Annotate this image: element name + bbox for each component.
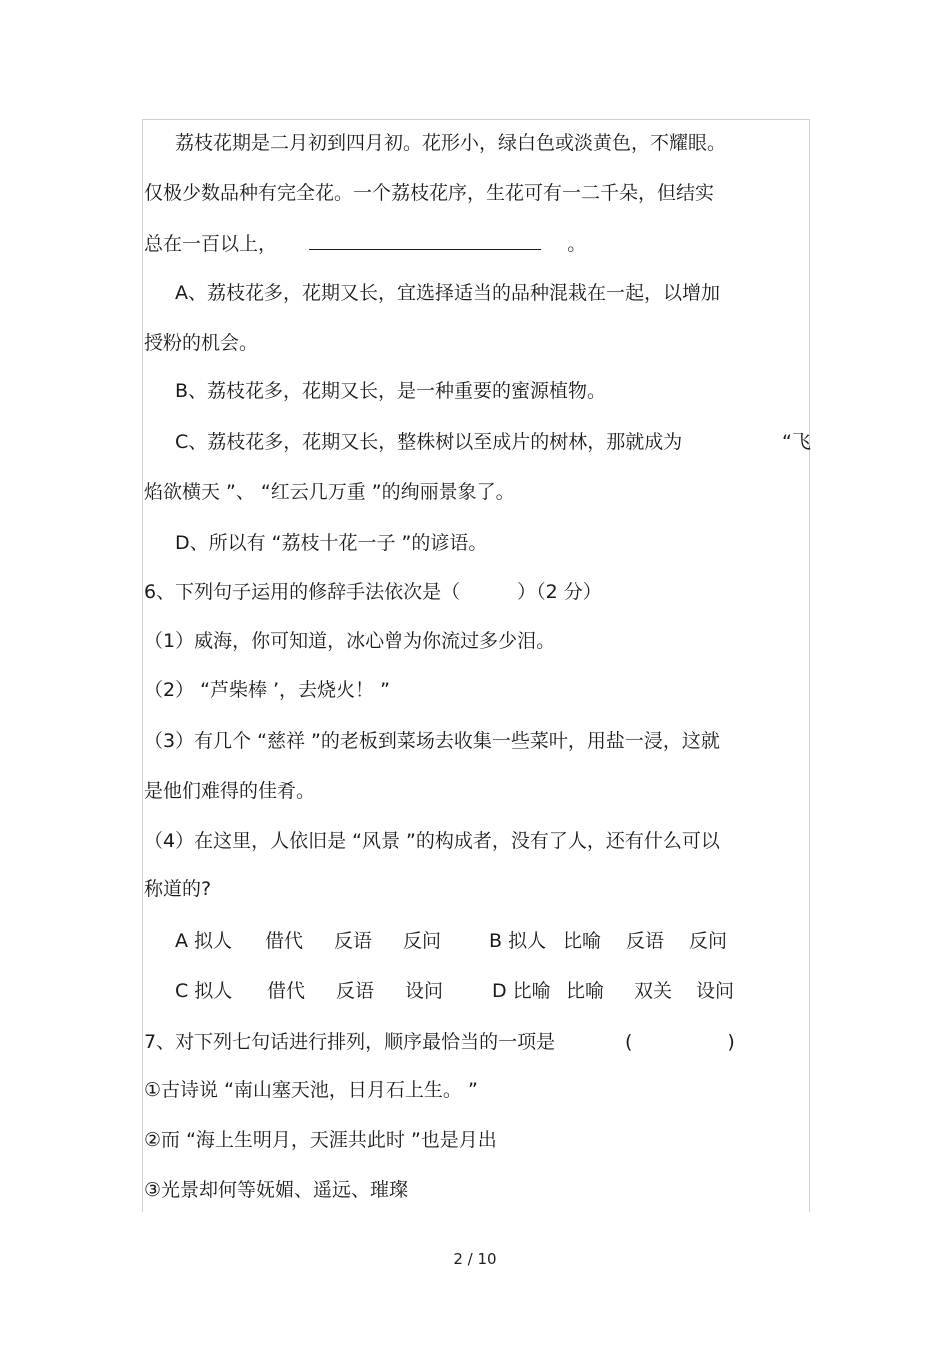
q6-option-d-3: 双关 (634, 980, 673, 1002)
q7-sentence-2: ②而 “海上生明月，天涯共此时 ”也是月出 (144, 1129, 497, 1151)
q6-option-a-2: 借代 (265, 930, 304, 952)
q6-option-b-4: 反问 (689, 930, 728, 952)
q6-option-b-3: 反语 (626, 930, 665, 952)
q6-option-a-4: 反问 (403, 930, 442, 952)
option-b: B、荔枝花多，花期又长，是一种重要的蜜源植物。 (175, 380, 607, 402)
option-a-line-2: 授粉的机会。 (144, 332, 259, 354)
option-a-line-1: A、荔枝花多，花期又长，宜选择适当的品种混栽在一起，以增加 (175, 282, 720, 304)
q7-answer-paren: ( ) (625, 1031, 735, 1053)
q6-option-c-3: 反语 (336, 980, 375, 1002)
q6-option-d-4: 设问 (696, 980, 735, 1002)
q6-sentence-3-line-2: 是他们难得的佳肴。 (144, 780, 316, 802)
q7-sentence-3: ③光景却何等妩媚、遥远、璀璨 (144, 1179, 409, 1201)
passage-line-3 (144, 231, 586, 256)
q6-option-a-3: 反语 (334, 930, 373, 952)
option-c-line-1: C、荔枝花多，花期又长，整株树以至成片的树林，那就成为 (175, 431, 683, 453)
q6-sentence-3-line-1: （3）有几个 “慈祥 ”的老板到菜场去收集一些菜叶，用盐一浸，这就 (144, 730, 720, 752)
option-d: D、所以有 “荔枝十花一子 ”的谚语。 (175, 532, 488, 554)
q6-stem: 6、下列句子运用的修辞手法依次是（ ）（2 分） (144, 581, 602, 603)
option-c-line-1-tail: “飞 (782, 431, 811, 453)
q6-option-b-2: 比喻 (563, 930, 602, 952)
option-c-line-2: 焰欲横天 ”、 “红云几万重 ”的绚丽景象了。 (144, 481, 515, 503)
q6-option-a-1: A 拟人 (175, 930, 233, 952)
q6-option-c-1: C 拟人 (175, 980, 233, 1002)
passage-line-2: 仅极少数品种有完全花。一个荔枝花序，生花可有一二千朵，但结实 (144, 182, 715, 204)
page-number: 2 / 10 (453, 1250, 497, 1268)
answer-blank (309, 231, 541, 250)
passage-line-3-suffix: 。 (567, 233, 587, 255)
q6-option-c-4: 设问 (405, 980, 444, 1002)
q6-option-c-2: 借代 (267, 980, 306, 1002)
q7-sentence-1: ①古诗说 “南山塞天池，日月石上生。 ” (144, 1079, 478, 1101)
q6-sentence-1: （1）威海，你可知道，冰心曾为你流过多少泪。 (144, 630, 556, 652)
q6-option-b-1: B 拟人 (489, 930, 547, 952)
q6-option-d-1: D 比喻 (492, 980, 551, 1002)
q6-option-d-2: 比喻 (566, 980, 605, 1002)
passage-line-3-prefix: 总在一百以上， (144, 233, 278, 255)
q6-sentence-4-line-2: 称道的? (144, 878, 212, 900)
q6-sentence-4-line-1: （4）在这里，人依旧是 “风景 ”的构成者，没有了人，还有什么可以 (144, 830, 720, 852)
q7-stem: 7、对下列七句话进行排列，顺序最恰当的一项是 (144, 1031, 556, 1053)
q6-sentence-2: （2） “芦柴棒 ’，去烧火！ ” (144, 679, 390, 701)
passage-line-1: 荔枝花期是二月初到四月初。花形小，绿白色或淡黄色，不耀眼。 (175, 132, 727, 154)
